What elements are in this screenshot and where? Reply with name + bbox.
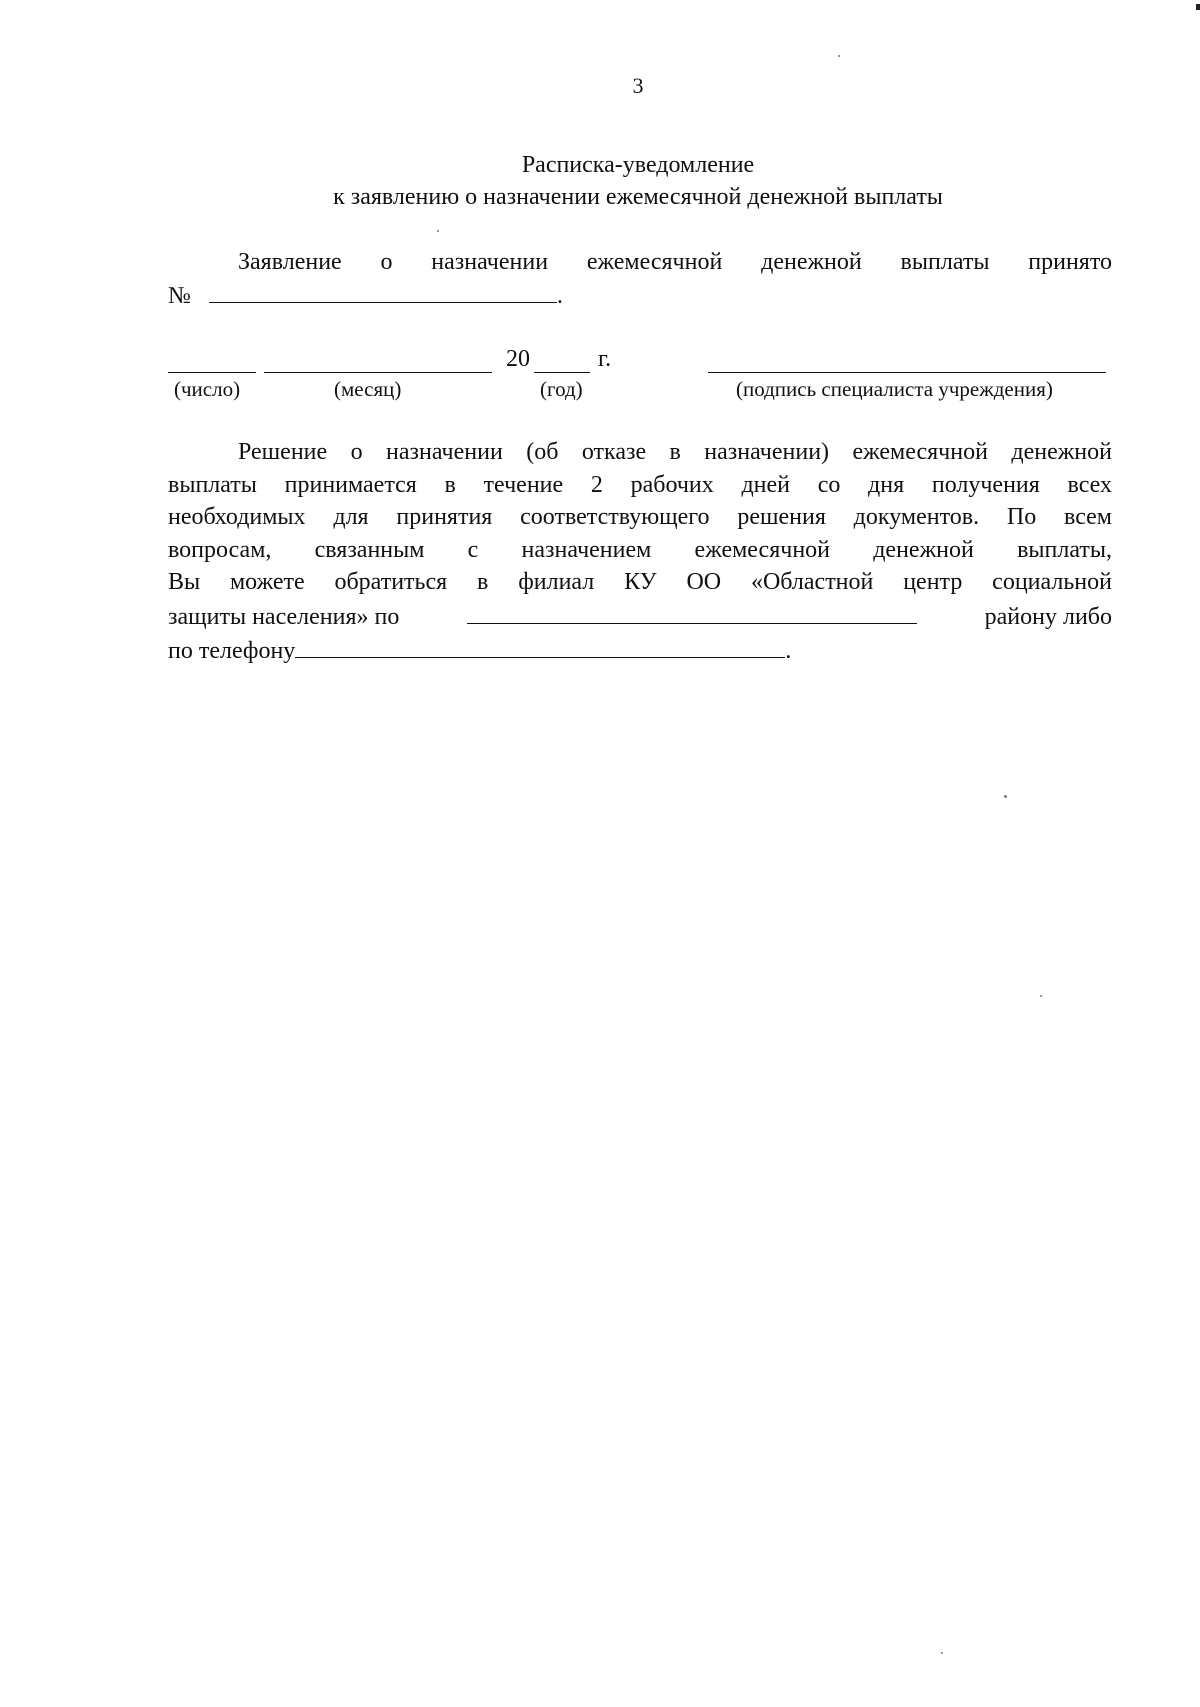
application-number-row [168, 280, 563, 312]
year-field[interactable] [534, 372, 590, 373]
decision-line: вопросам, связанным с назначением ежемесячной денежной выплаты, [168, 536, 1112, 563]
scan-speck [838, 55, 840, 57]
district-field[interactable] [467, 599, 917, 624]
decision-paragraph [168, 436, 1112, 668]
signature-field[interactable] [708, 372, 1106, 373]
decision-line-phone [168, 633, 1112, 668]
scan-speck [1196, 4, 1200, 10]
phone-end: . [785, 638, 792, 664]
decision-line: Вы можете обратиться в филиал КУ ОО «Областной центр социальной [168, 569, 1112, 595]
accepted-statement: Заявление о назначении ежемесячной денежной выплаты принято [238, 249, 1112, 275]
scan-speck [1004, 795, 1007, 798]
number-end: . [556, 283, 563, 309]
caption-signature: (подпись специалиста учреждения) [736, 377, 1053, 401]
decision-line-district [168, 599, 1112, 634]
number-sign: № [168, 283, 191, 309]
district-prefix: защиты населения» по [168, 603, 400, 630]
decision-line: выплаты принимается в течение 2 рабочих дней со дня получения всех [168, 471, 1112, 498]
application-number-field[interactable] [209, 280, 557, 303]
caption-year: (год) [540, 377, 583, 401]
decision-line: необходимых для принятия соответствующего решения документов. По всем [168, 504, 1112, 530]
district-suffix: району либо [984, 603, 1112, 630]
decision-line: Решение о назначении (об отказе в назначении) ежемесячной денежной [238, 439, 1112, 465]
document-title: Расписка-уведомление [521, 152, 755, 178]
year-suffix: г. [598, 346, 612, 372]
page-number: 3 [632, 73, 644, 98]
scan-speck [1040, 995, 1042, 997]
day-field[interactable] [168, 372, 256, 373]
month-field[interactable] [264, 372, 492, 373]
date-row [0, 344, 1200, 378]
caption-month: (месяц) [334, 377, 402, 401]
scan-speck [437, 230, 439, 232]
phone-prefix: по телефону [168, 638, 296, 664]
scan-speck [941, 1652, 943, 1654]
caption-day: (число) [174, 377, 241, 401]
year-prefix: 20 [506, 346, 530, 372]
document-subtitle: к заявлению о назначении ежемесячной денежной выплаты [333, 184, 943, 210]
phone-field[interactable] [295, 633, 785, 658]
